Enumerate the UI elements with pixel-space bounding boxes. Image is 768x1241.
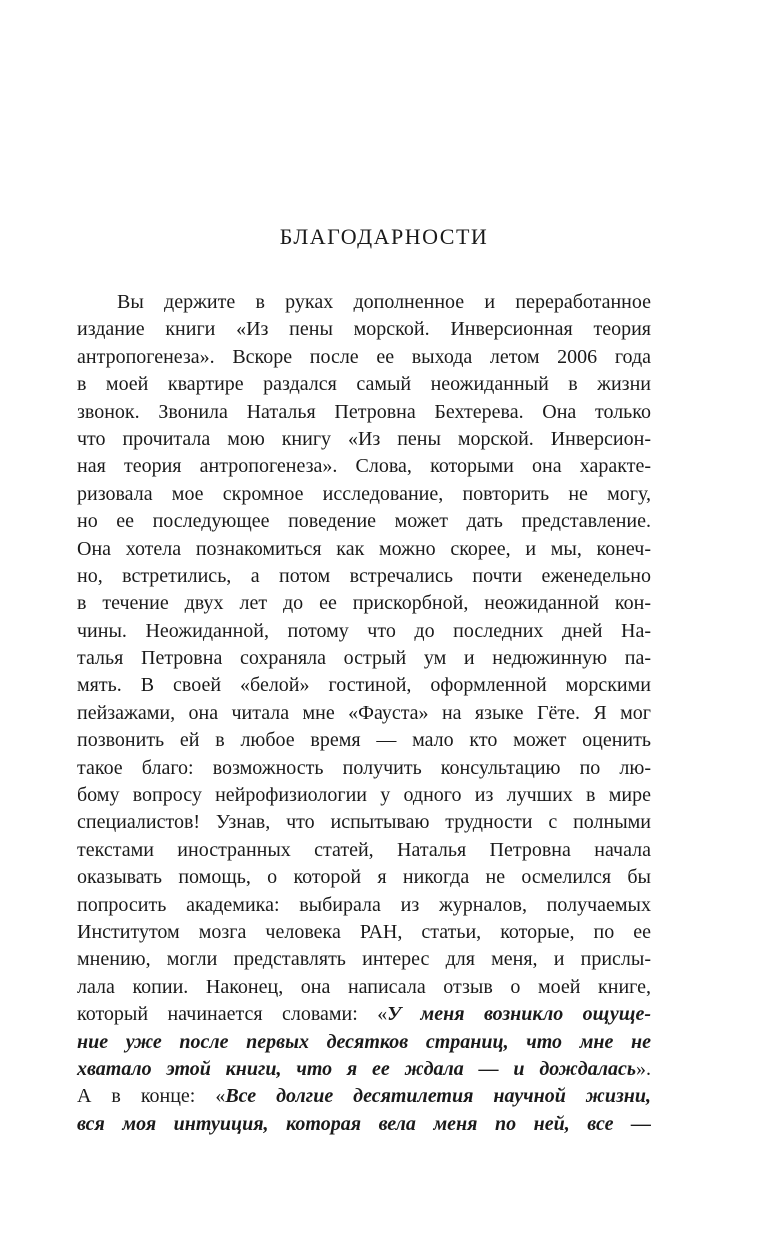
- text-line: [77, 837, 651, 864]
- text-line: [77, 316, 651, 343]
- text-segment: Она хотела познакомиться как можно скорее, и мы, конеч-: [77, 537, 651, 560]
- text-line: [77, 508, 651, 535]
- text-segment: оказывать помощь, о которой я никогда не осмелился бы: [77, 866, 651, 889]
- text-line: [77, 782, 651, 809]
- quote-segment: ние уже после первых десятков страниц, что мне не: [77, 1030, 651, 1053]
- text-line: [77, 426, 651, 453]
- text-line: [77, 563, 651, 590]
- text-segment: в моей квартире раздался самый неожиданный в жизни: [77, 373, 651, 396]
- text-segment: лала копии. Наконец, она написала отзыв о моей книге,: [77, 975, 651, 998]
- text-line: [77, 919, 651, 946]
- page-title: БЛАГОДАРНОСТИ: [279, 224, 489, 249]
- text-line: [77, 892, 651, 919]
- text-line: [77, 864, 651, 891]
- text-line: [77, 344, 651, 371]
- text-line: [77, 672, 651, 699]
- text-segment: Вы держите в руках дополненное и переработанное: [117, 291, 651, 313]
- text-line: [77, 1001, 651, 1028]
- text-segment: попросить академика: выбирала из журналов, получаемых: [77, 893, 651, 916]
- text-line: [77, 289, 651, 316]
- text-line: [77, 1056, 651, 1083]
- text-segment: такое благо: возможность получить консультацию по лю-: [77, 756, 651, 779]
- text-segment: который начинается словами: «: [77, 1003, 388, 1026]
- text-segment: ная теория антропогенеза». Слова, которыми она характе-: [77, 455, 651, 478]
- text-line: [77, 809, 651, 836]
- text-segment: пейзажами, она читала мне «Фауста» на языке Гёте. Я мог: [77, 701, 651, 724]
- text-segment: ».: [636, 1057, 651, 1080]
- text-segment: чины. Неожиданной, потому что до последних дней На-: [77, 619, 651, 642]
- text-segment: что прочитала мою книгу «Из пены морской. Инверсион-: [77, 427, 651, 450]
- quote-segment: У меня возникло ощуще-: [387, 1003, 651, 1026]
- text-line: [77, 700, 651, 727]
- text-line: [77, 1083, 651, 1110]
- text-line: [77, 590, 651, 617]
- text-line: [77, 974, 651, 1001]
- text-segment: звонок. Звонила Наталья Петровна Бехтерева. Она только: [77, 400, 651, 423]
- text-segment: антропогенеза». Вскоре после ее выхода летом 2006 года: [77, 345, 651, 368]
- text-segment: специалистов! Узнав, что испытываю трудности с полными: [77, 811, 651, 834]
- text-line: [77, 755, 651, 782]
- text-line: [77, 453, 651, 480]
- text-line: [77, 1111, 651, 1138]
- text-segment: мнению, могли представлять интерес для меня, и прислы-: [77, 948, 651, 971]
- text-segment: бому вопросу нейрофизиологии у одного из лучших в мире: [77, 784, 651, 807]
- text-segment: издание книги «Из пены морской. Инверсионная теория: [77, 318, 651, 341]
- text-line: [77, 1029, 651, 1056]
- text-line: [77, 645, 651, 672]
- text-segment: А в конце: «: [77, 1085, 226, 1108]
- text-line: [77, 946, 651, 973]
- quote-segment: Все долгие десятилетия научной жизни,: [225, 1085, 651, 1108]
- text-segment: позвонить ей в любое время — мало кто может оценить: [77, 729, 651, 752]
- quote-segment: хватало этой книги, что я ее ждала — и дождалась: [77, 1057, 636, 1080]
- text-line: [77, 399, 651, 426]
- quote-segment: вся моя интуиция, которая вела меня по ней, все —: [77, 1112, 651, 1135]
- text-segment: ризовала мое скромное исследование, повторить не могу,: [77, 482, 651, 505]
- text-segment: но ее последующее поведение может дать представление.: [77, 510, 651, 533]
- text-segment: но, встретились, а потом встречались почти еженедельно: [77, 564, 651, 587]
- text-line: [77, 536, 651, 563]
- text-line: [77, 481, 651, 508]
- text-segment: в течение двух лет до ее прискорбной, неожиданной кон-: [77, 592, 651, 615]
- text-line: [77, 371, 651, 398]
- text-segment: Институтом мозга человека РАН, статьи, которые, по ее: [77, 920, 651, 943]
- text-line: [77, 618, 651, 645]
- text-line: [77, 727, 651, 754]
- text-segment: мять. В своей «белой» гостиной, оформленной морскими: [77, 674, 651, 697]
- body-text: [77, 289, 651, 1138]
- text-segment: текстами иностранных статей, Наталья Петровна начала: [77, 838, 651, 861]
- text-segment: талья Петровна сохраняла острый ум и недюжинную па-: [77, 647, 651, 670]
